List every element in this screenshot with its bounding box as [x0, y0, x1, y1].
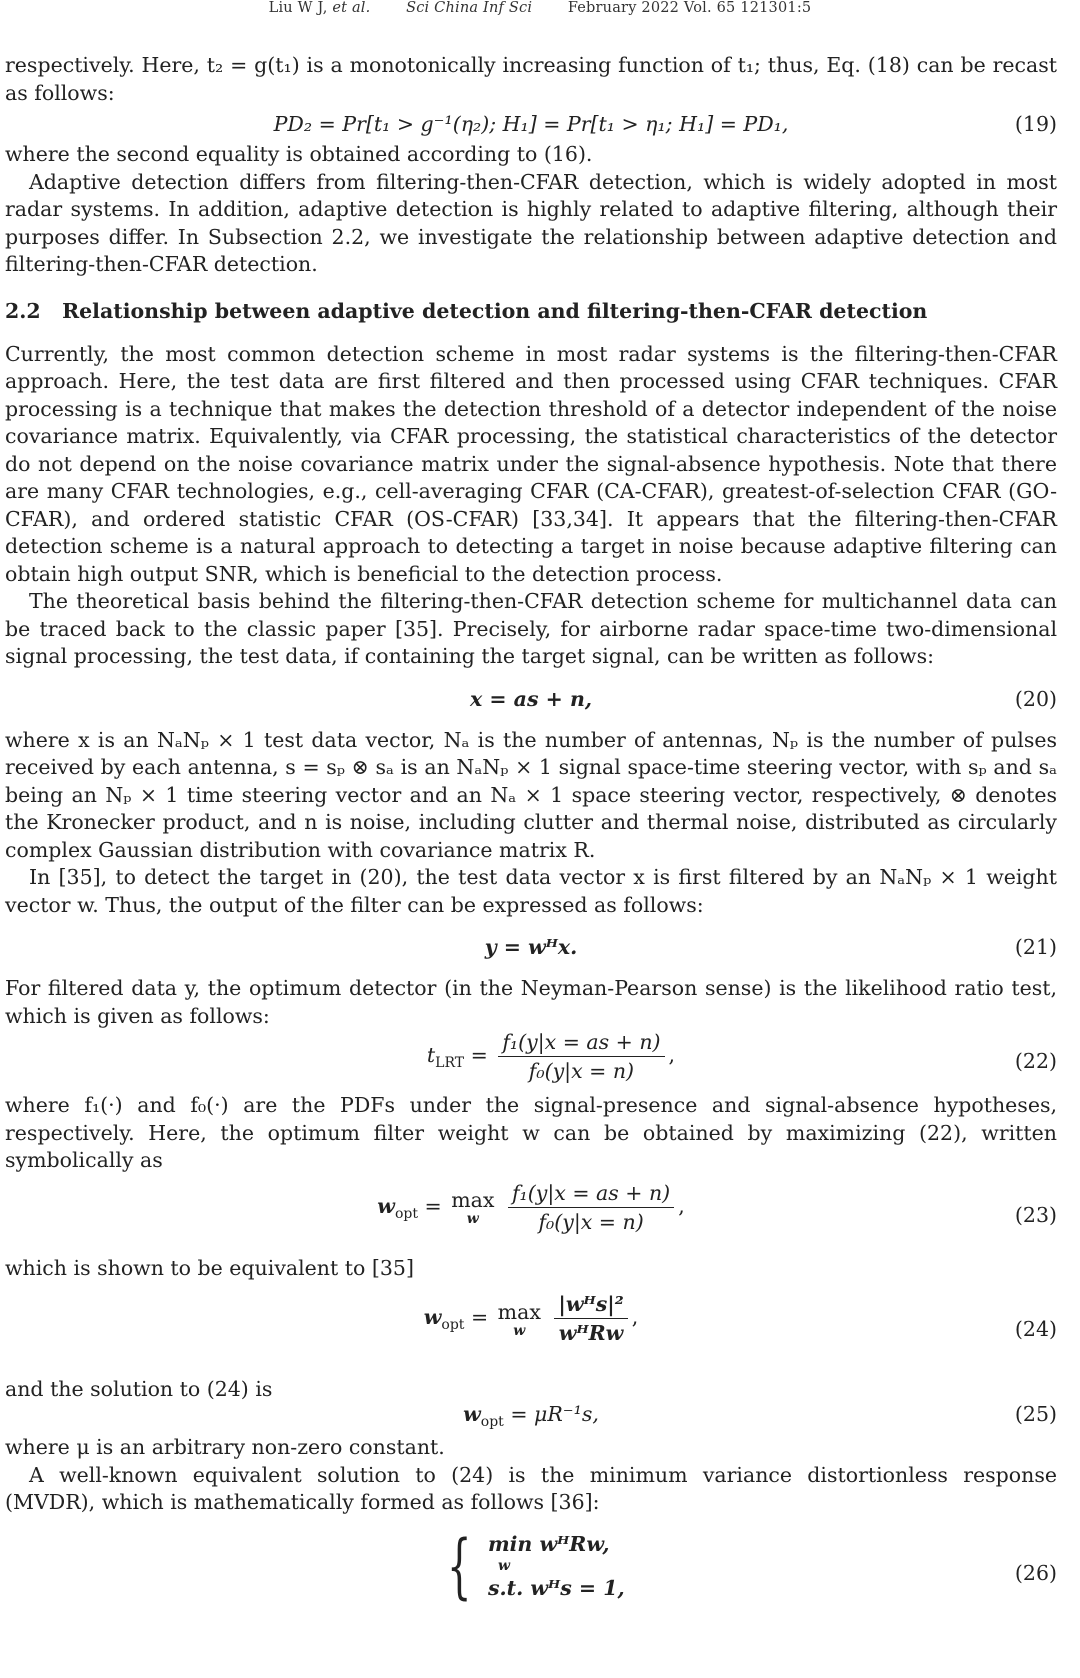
equation-26-cases: [437, 1524, 625, 1607]
equation-24-lhs: w: [423, 1305, 442, 1329]
equation-22-denominator: f₀(y|x = n): [528, 1059, 635, 1083]
equation-19-body: PD₂ = Pr[t₁ > g⁻¹(η₂); H₁] = Pr[t₁ > η₁; H₁] = PD₁,: [273, 112, 789, 136]
equation-24-max: [498, 1300, 541, 1338]
equation-23-lhs: w: [377, 1193, 395, 1218]
body-text: [5, 52, 1057, 1629]
section-title: Relationship between adaptive detection and filtering-then-CFAR detection: [62, 298, 928, 323]
equation-25-lhs-sub: opt: [480, 1414, 504, 1431]
equation-26-number: (26): [1014, 1560, 1057, 1585]
paragraph-filter-weight: In [35], to detect the target in (20), the test data vector x is first filtered by an NₐNₚ × 1 weight vector w. Thus, the output of the filter can be expressed as follows:: [5, 865, 1057, 917]
header-authors: Liu W J,: [268, 0, 328, 16]
equation-23-numerator: f₁(y|x = as + n): [508, 1181, 674, 1208]
equation-24-number: (24): [1014, 1317, 1057, 1341]
equation-23-denominator: f₀(y|x = n): [538, 1209, 644, 1234]
section-heading-2-2: [5, 299, 1057, 323]
brace-icon: {: [447, 1524, 472, 1607]
paragraph-likelihood-ratio: For filtered data y, the optimum detector (in the Neyman-Pearson sense) is the likelihood ratio test, which is given as follows:: [5, 976, 1057, 1028]
equation-19-number: (19): [1014, 112, 1057, 136]
equation-26: [5, 1517, 1057, 1629]
equation-22-number: (22): [1014, 1049, 1057, 1073]
equation-23-lhs-sub: opt: [394, 1205, 418, 1222]
equation-26-line2: s.t. wᴴs = 1,: [487, 1575, 625, 1600]
equation-24-max-op: max: [497, 1299, 541, 1324]
equation-26-min-sub: w: [497, 1557, 510, 1574]
equation-23-max: [451, 1188, 494, 1226]
paragraph-equivalent: which is shown to be equivalent to [35]: [5, 1255, 414, 1280]
equation-22: $t_{LRT}$ = $\frac{\text{f₁(y|x = as + n)}}{\text{f₀(y|x = n)}}$ , (22): [426, 1030, 1057, 1083]
equation-23-max-op: max: [451, 1188, 495, 1212]
equation-23: $w_{opt}$ = max w $\frac{\text{f₁(y|x = as + n)}}{\text{f₀(y|x = n)}}$ , (23): [377, 1180, 1057, 1234]
equation-23-fraction: [508, 1181, 674, 1234]
equation-26-line1: min wᴴRw,: [487, 1531, 610, 1556]
equation-24-max-sub: w: [513, 1322, 526, 1339]
paragraph-solution: and the solution to (24) is: [5, 1377, 273, 1401]
section-number: 2.2: [5, 298, 41, 323]
equation-22-numerator: f₁(y|x = as + n): [498, 1030, 664, 1057]
equation-20-body: x = as + n,: [470, 686, 592, 711]
paragraph-recast: respectively. Here, t₂ = g(t₁) is a monotonically increasing function of t₁; thus, Eq. (18) can be recast as follows:: [5, 53, 1057, 105]
equation-24-lhs-sub: opt: [441, 1317, 465, 1334]
equation-24: $w_{opt}$ = max w $\frac{\text{|wᴴs|²}}{\text{wᴴRw}}$ , (24): [423, 1292, 1057, 1345]
equation-24-fraction: [554, 1292, 627, 1345]
equation-24-denominator: wᴴRw: [558, 1321, 624, 1345]
paragraph-pdf-definitions: where f₁(·) and f₀(·) are the PDFs under the signal-presence and signal-absence hypotheses, respectively. Here, the optimum filter weight w can be obtained by maximizing (22), written symbolically as: [5, 1093, 1057, 1172]
equation-25-rhs: = μR⁻¹s,: [510, 1402, 599, 1426]
equation-25-lhs: w: [463, 1402, 481, 1426]
equation-21: [5, 919, 1057, 975]
paragraph-mvdr: A well-known equivalent solution to (24) is the minimum variance distortionless response (MVDR), which is mathematically formed as follows [36]:: [5, 1462, 1057, 1514]
paragraph-test-data-vector: where x is an NₐNₚ × 1 test data vector, Nₐ is the number of antennas, Nₚ is the number of pulses received by each antenna, s = sₚ ⊗ sₐ is an NₐNₚ × 1 signal space-time steering vector, with sₚ and sₐ being an Nₚ × 1 time steering vector and an Nₐ × 1 space steering vector, respectively, ⊗ denotes the Kronecker product, and n is noise, including clutter and thermal noise, distributed as circularly complex Gaussian distribution with covariance matrix R.: [5, 727, 1057, 862]
running-header: [0, 0, 1080, 16]
equation-24-numerator: |wᴴs|²: [554, 1292, 627, 1319]
equation-20-number: (20): [1014, 686, 1057, 711]
solution-block: [5, 1376, 1057, 1434]
equation-21-body: y = wᴴx.: [484, 935, 578, 959]
equation-26-min: [488, 1529, 610, 1573]
header-issue: February 2022 Vol. 65 121301:5: [567, 0, 812, 16]
equation-21-number: (21): [1014, 935, 1057, 959]
header-journal: Sci China Inf Sci: [406, 0, 533, 16]
paragraph-theoretical-basis: The theoretical basis behind the filtering-then-CFAR detection scheme for multichannel data can be traced back to the classic paper [35]. Precisely, for airborne radar space-time two-dimensional signal processing, the test data, if containing the target signal, can be written as follows:: [5, 589, 1057, 668]
paragraph-second-equality: where the second equality is obtained according to (16).: [5, 142, 593, 166]
header-et-al: et al.: [332, 0, 371, 16]
equation-25-number: (25): [1014, 1402, 1057, 1426]
equation-23-number: (23): [1014, 1202, 1057, 1227]
equation-19: [5, 107, 1057, 141]
equation-23-max-sub: w: [466, 1211, 479, 1227]
equation-22-fraction: [498, 1030, 664, 1083]
equation-22-lhs: t: [426, 1043, 436, 1067]
paragraph-adaptive-detection: Adaptive detection differs from filtering-then-CFAR detection, which is widely adopted in most radar systems. In addition, adaptive detection is highly related to adaptive filtering, although their purposes differ. In Subsection 2.2, we investigate the relationship between adaptive detection and filtering-then-CFAR detection.: [5, 169, 1057, 276]
equation-25: [5, 1394, 1057, 1434]
paragraph-cfar-intro: Currently, the most common detection scheme in most radar systems is the filtering-then-CFAR approach. Here, the test data are first filtered and then processed using CFAR techniques. CFAR processing is a technique that makes the detection threshold of a detector independent of the noise covariance matrix. Equivalently, via CFAR processing, the statistical characteristics of the detector do not depend on the noise covariance matrix under the signal-absence hypothesis. Note that there are many CFAR technologies, e.g., cell-averaging CFAR (CA-CFAR), greatest-of-selection CFAR (GO-CFAR), and ordered statistic CFAR (OS-CFAR) [33,34]. It appears that the filtering-then-CFAR detection scheme is a natural approach to detecting a target in noise because adaptive filtering can obtain high output SNR, which is beneficial to the detection process.: [5, 341, 1057, 586]
paragraph-mu: where μ is an arbitrary non-zero constant.: [5, 1435, 445, 1459]
equation-20: [5, 671, 1057, 727]
equation-22-lhs-sub: LRT: [435, 1055, 465, 1072]
